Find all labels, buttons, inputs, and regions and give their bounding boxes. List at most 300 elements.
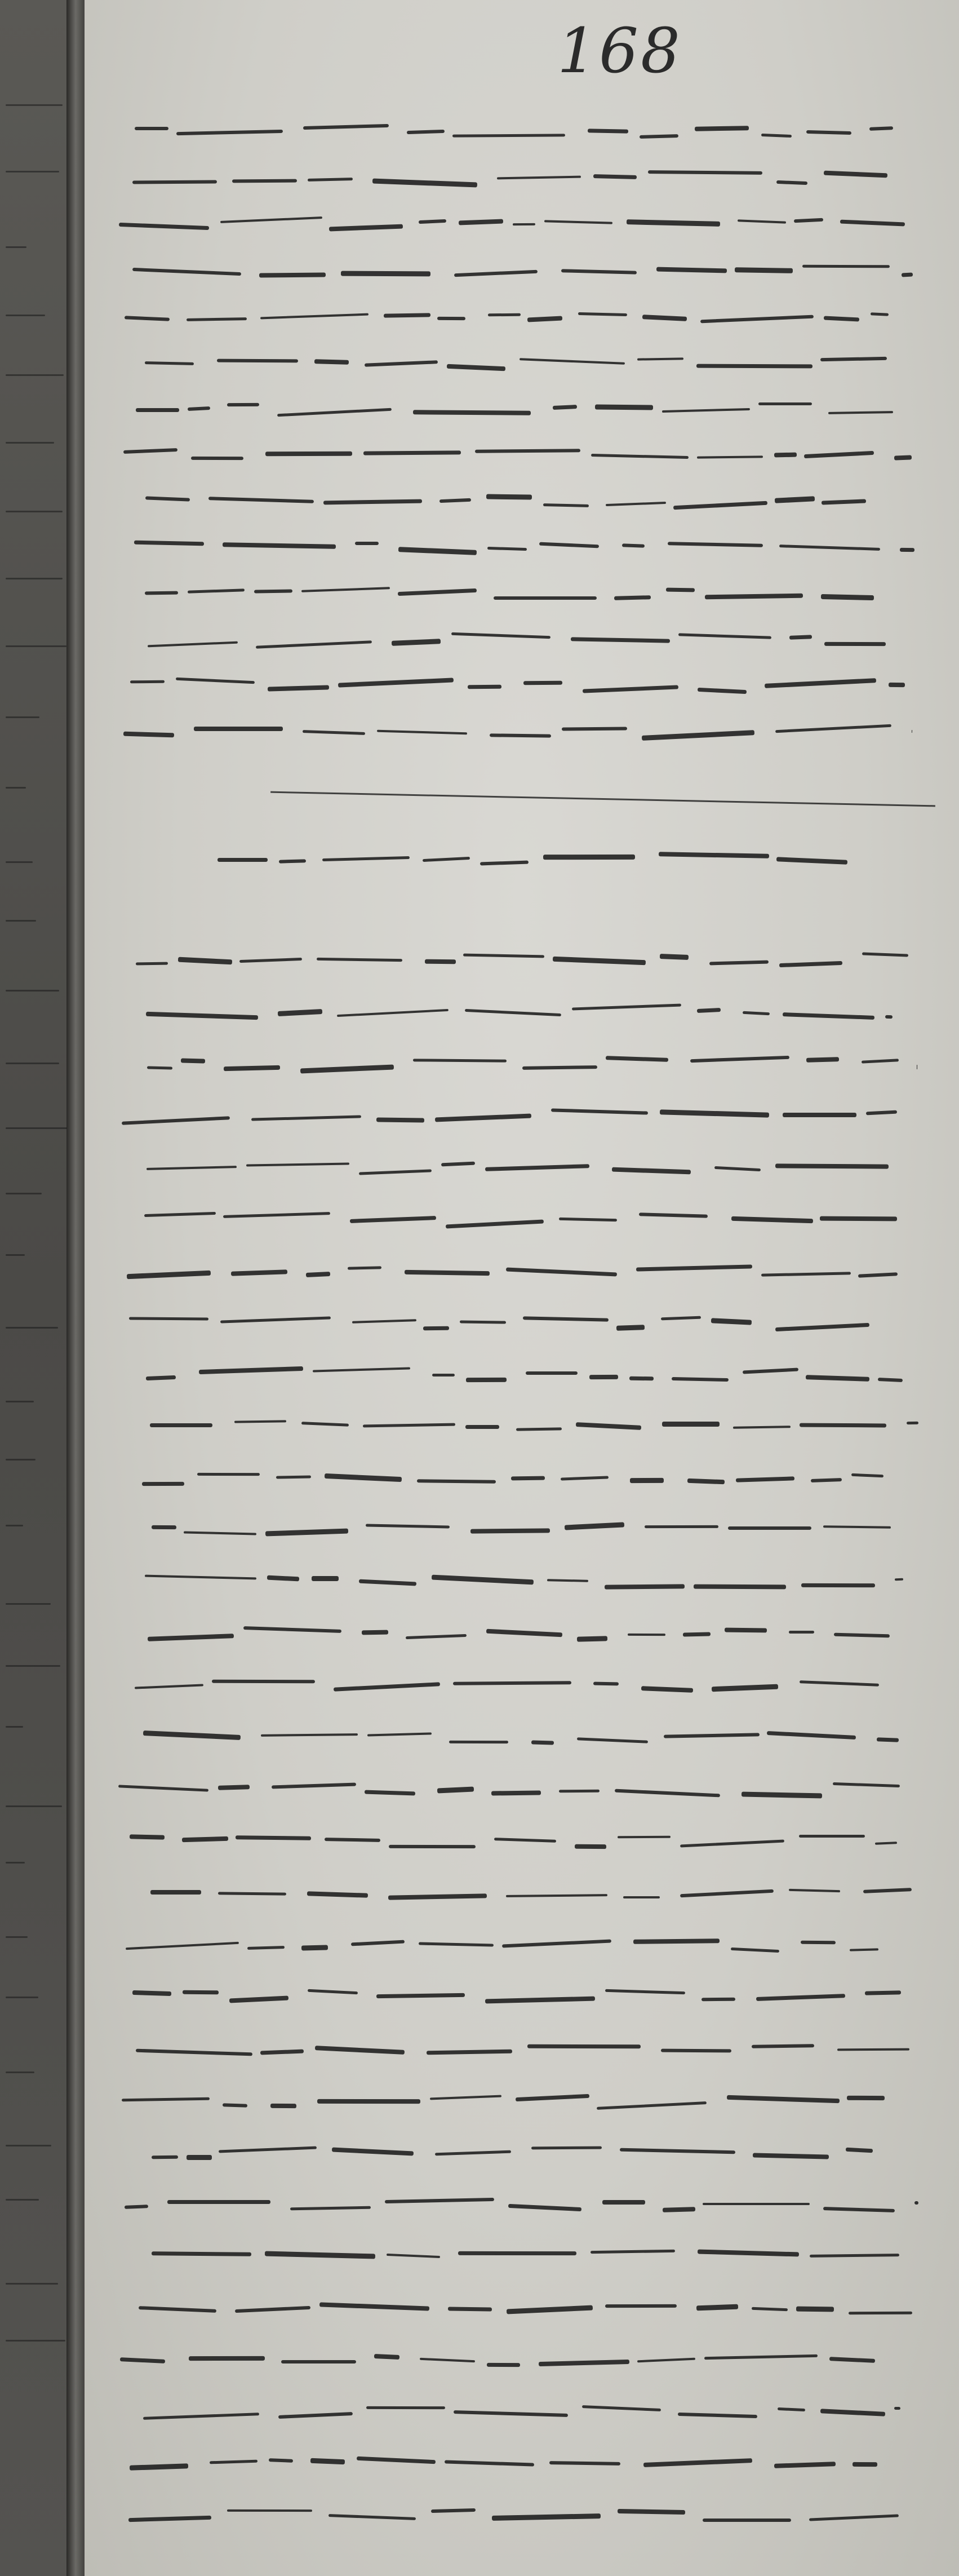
ink-stroke xyxy=(727,2095,840,2104)
ink-stroke xyxy=(643,2458,753,2467)
ink-stroke xyxy=(774,2462,836,2468)
ink-stroke xyxy=(306,1272,330,1277)
ink-stroke xyxy=(363,450,461,455)
ink-stroke xyxy=(338,678,454,687)
ink-stroke xyxy=(806,130,851,135)
ink-stroke xyxy=(264,2251,375,2259)
ink-stroke xyxy=(492,2513,601,2520)
ink-stroke xyxy=(661,2049,731,2053)
ink-stroke xyxy=(188,588,245,594)
ink-stroke xyxy=(376,1117,424,1122)
ink-stroke xyxy=(656,267,727,273)
handwritten-line xyxy=(85,1062,959,1065)
ink-stroke xyxy=(562,727,627,732)
ink-stroke xyxy=(136,962,168,965)
ink-stroke xyxy=(902,273,913,277)
ink-stroke xyxy=(413,410,531,415)
margin-ink-mark xyxy=(6,1193,42,1194)
ink-stroke xyxy=(181,1059,205,1064)
handwritten-line xyxy=(85,361,959,364)
ink-stroke xyxy=(765,678,876,688)
ink-stroke xyxy=(279,859,306,864)
ink-stroke xyxy=(605,1989,685,1994)
ink-stroke xyxy=(143,1730,241,1740)
ink-stroke xyxy=(227,402,259,406)
ink-stroke xyxy=(506,1267,617,1276)
ink-stroke xyxy=(576,1422,642,1430)
margin-ink-mark xyxy=(6,171,59,172)
handwritten-line xyxy=(85,2410,959,2414)
ink-stroke xyxy=(301,1422,349,1427)
ink-stroke xyxy=(731,1948,779,1953)
handwritten-line xyxy=(85,2151,959,2154)
ink-stroke xyxy=(802,265,890,268)
ink-stroke xyxy=(549,2461,620,2466)
ink-stroke xyxy=(419,1942,494,1947)
ink-stroke xyxy=(122,1116,230,1125)
ink-stroke xyxy=(865,1110,896,1116)
margin-ink-mark xyxy=(6,2145,51,2146)
ink-stroke xyxy=(366,2406,445,2410)
ink-stroke xyxy=(435,2150,511,2155)
ink-stroke xyxy=(236,1835,311,1840)
ink-stroke xyxy=(377,729,467,734)
handwritten-line xyxy=(85,315,959,318)
ink-stroke xyxy=(475,449,580,453)
ink-stroke xyxy=(441,1162,475,1166)
ink-stroke xyxy=(683,1632,711,1637)
ink-stroke xyxy=(846,2148,873,2153)
ink-stroke xyxy=(490,733,551,738)
ink-stroke xyxy=(629,1376,654,1381)
ink-stroke xyxy=(488,313,521,317)
ink-stroke xyxy=(277,408,392,416)
handwritten-line xyxy=(85,1736,959,1740)
ink-stroke xyxy=(454,2410,568,2417)
ink-stroke xyxy=(822,499,866,505)
ink-stroke xyxy=(350,1216,436,1223)
ink-stroke xyxy=(388,1893,487,1900)
ink-stroke xyxy=(132,1990,171,1996)
handwritten-line xyxy=(85,1788,959,1791)
ink-stroke xyxy=(704,2354,818,2360)
ink-stroke xyxy=(437,317,465,321)
ink-stroke xyxy=(303,124,389,130)
ink-stroke xyxy=(334,1683,440,1692)
ink-stroke xyxy=(914,2201,918,2205)
ink-stroke xyxy=(779,545,880,551)
margin-ink-mark xyxy=(6,2283,58,2285)
ink-stroke xyxy=(799,1835,865,1838)
margin-ink-mark xyxy=(6,104,63,106)
ink-stroke xyxy=(452,134,565,138)
handwritten-line xyxy=(85,958,959,962)
margin-ink-mark xyxy=(6,511,63,512)
ink-stroke xyxy=(187,2155,212,2160)
ink-stroke xyxy=(328,2514,416,2520)
ink-stroke xyxy=(523,1316,609,1321)
ink-stroke xyxy=(523,681,562,685)
ink-stroke xyxy=(593,174,637,179)
handwritten-line xyxy=(85,453,959,457)
ink-stroke xyxy=(849,2311,912,2314)
ink-stroke xyxy=(123,731,175,737)
ink-stroke xyxy=(152,2155,178,2159)
ink-stroke xyxy=(132,180,217,184)
margin-ink-mark xyxy=(6,787,26,789)
ink-stroke xyxy=(183,1990,219,1995)
margin-ink-mark xyxy=(6,1525,23,1526)
ink-stroke xyxy=(129,1835,164,1840)
ink-stroke xyxy=(862,1059,899,1064)
ink-stroke xyxy=(120,2357,165,2363)
ink-stroke xyxy=(446,364,505,370)
ink-stroke xyxy=(210,2460,257,2464)
ink-stroke xyxy=(605,1584,685,1590)
ink-stroke xyxy=(463,954,544,958)
ink-stroke xyxy=(269,2458,294,2463)
ink-stroke xyxy=(853,2462,877,2467)
ink-stroke xyxy=(738,220,786,224)
ink-stroke xyxy=(398,588,477,596)
ink-stroke xyxy=(543,855,635,860)
ink-stroke xyxy=(783,1113,856,1117)
ink-stroke xyxy=(863,1888,912,1893)
ink-stroke xyxy=(733,1426,791,1429)
ink-stroke xyxy=(660,1109,769,1117)
ink-stroke xyxy=(520,358,625,365)
ink-stroke xyxy=(531,1740,554,1745)
ink-stroke xyxy=(636,1265,752,1272)
ink-stroke xyxy=(753,2153,829,2159)
ink-stroke xyxy=(312,1576,339,1581)
ink-stroke xyxy=(622,543,645,547)
ink-stroke xyxy=(642,730,754,740)
ink-stroke xyxy=(459,219,503,225)
ink-stroke xyxy=(417,1479,496,1483)
ink-stroke xyxy=(323,499,422,505)
margin-ink-mark xyxy=(6,2072,34,2073)
handwritten-line xyxy=(85,638,959,641)
ink-stroke xyxy=(703,2519,791,2522)
ink-stroke xyxy=(128,1317,208,1321)
ink-stroke xyxy=(307,1892,368,1898)
margin-ink-mark xyxy=(6,2340,65,2342)
handwritten-line xyxy=(85,546,959,549)
ink-stroke xyxy=(466,1378,507,1382)
ink-stroke xyxy=(182,1836,228,1842)
ink-stroke xyxy=(329,224,403,232)
ink-stroke xyxy=(690,1056,789,1063)
ink-stroke xyxy=(516,2094,589,2101)
ink-stroke xyxy=(742,1791,823,1798)
ink-stroke xyxy=(789,635,813,640)
ink-stroke xyxy=(384,313,430,318)
ink-stroke xyxy=(756,1994,846,2000)
ink-stroke xyxy=(144,1212,216,1217)
ink-stroke xyxy=(278,1009,323,1016)
ink-stroke xyxy=(432,1575,534,1585)
ink-stroke xyxy=(235,2306,310,2313)
ink-stroke xyxy=(850,1948,878,1951)
ink-stroke xyxy=(789,1631,814,1634)
ink-stroke xyxy=(365,1790,415,1796)
ink-stroke xyxy=(145,361,194,365)
handwritten-line xyxy=(85,857,959,860)
ink-stroke xyxy=(276,1475,311,1479)
ink-stroke xyxy=(388,1845,475,1848)
ink-stroke xyxy=(406,1634,467,1640)
ink-stroke xyxy=(361,1630,388,1635)
ink-stroke xyxy=(251,1115,361,1121)
ink-stroke xyxy=(821,594,874,600)
ink-stroke xyxy=(630,1477,664,1482)
ink-stroke xyxy=(661,1316,702,1321)
ink-stroke xyxy=(223,1212,330,1218)
ink-stroke xyxy=(259,273,326,278)
ink-stroke xyxy=(118,1785,208,1792)
ink-stroke xyxy=(796,2307,834,2312)
ink-stroke xyxy=(301,1945,328,1951)
ink-stroke xyxy=(431,2508,476,2513)
ink-stroke xyxy=(672,1377,729,1382)
margin-ink-mark xyxy=(6,1726,23,1728)
ink-stroke xyxy=(223,2104,247,2108)
ink-stroke xyxy=(539,542,599,547)
ink-stroke xyxy=(223,543,336,550)
ink-stroke xyxy=(187,317,247,321)
margin-ink-mark xyxy=(6,1936,28,1938)
ink-stroke xyxy=(833,1782,900,1787)
ink-stroke xyxy=(571,637,670,643)
ink-stroke xyxy=(640,134,678,139)
ink-stroke xyxy=(664,1733,760,1738)
ink-stroke xyxy=(449,1741,508,1743)
ink-stroke xyxy=(491,1790,541,1795)
ink-stroke xyxy=(398,547,477,555)
ink-stroke xyxy=(315,2046,405,2055)
ink-stroke xyxy=(217,359,298,363)
ink-stroke xyxy=(695,126,749,131)
ink-stroke xyxy=(232,179,297,183)
margin-ink-mark xyxy=(6,1254,25,1256)
ink-stroke xyxy=(486,1629,562,1637)
ink-stroke xyxy=(820,1216,897,1221)
manuscript-page xyxy=(85,0,959,2576)
ink-stroke xyxy=(673,501,767,510)
ink-stroke xyxy=(385,2198,495,2204)
ink-stroke xyxy=(127,1271,211,1279)
ink-stroke xyxy=(789,1889,841,1893)
ink-stroke xyxy=(697,455,763,459)
ink-stroke xyxy=(775,1323,869,1332)
ink-stroke xyxy=(666,588,695,592)
margin-ink-mark xyxy=(6,1063,59,1064)
ink-stroke xyxy=(511,1476,545,1480)
ink-stroke xyxy=(527,2044,641,2049)
ink-stroke xyxy=(392,639,441,645)
ink-stroke xyxy=(278,2412,353,2419)
ink-stroke xyxy=(132,268,241,276)
ink-stroke xyxy=(578,312,628,316)
ink-stroke xyxy=(136,2049,252,2056)
ink-stroke xyxy=(662,1422,720,1427)
ink-stroke xyxy=(218,1892,287,1895)
ink-stroke xyxy=(588,129,628,133)
ink-stroke xyxy=(445,2460,534,2467)
ink-stroke xyxy=(265,452,352,456)
ink-stroke xyxy=(878,1378,903,1382)
ink-stroke xyxy=(265,1528,349,1536)
handwritten-line xyxy=(85,1114,959,1117)
ink-stroke xyxy=(735,268,793,274)
ink-stroke xyxy=(468,685,501,689)
ink-stroke xyxy=(858,1272,898,1278)
ink-stroke xyxy=(526,1371,578,1375)
ink-stroke xyxy=(553,957,646,965)
ink-stroke xyxy=(418,219,446,224)
ink-stroke xyxy=(776,857,847,864)
ink-stroke xyxy=(508,2204,581,2212)
ink-stroke xyxy=(834,1632,890,1637)
ink-stroke xyxy=(618,2509,685,2515)
ink-stroke xyxy=(301,587,389,592)
ink-stroke xyxy=(308,1989,358,1995)
handwritten-line xyxy=(85,1218,959,1221)
handwritten-line xyxy=(85,1477,959,1480)
ink-stroke xyxy=(894,1578,903,1581)
ink-stroke xyxy=(678,2413,757,2418)
ink-stroke xyxy=(439,498,471,503)
ink-stroke xyxy=(561,1476,609,1481)
ink-stroke xyxy=(725,1628,767,1633)
ink-stroke xyxy=(146,1166,237,1170)
ink-stroke xyxy=(126,1942,239,1950)
ink-stroke xyxy=(709,961,769,966)
ink-stroke xyxy=(869,126,893,131)
ink-stroke xyxy=(267,1575,299,1582)
ink-stroke xyxy=(261,1733,358,1737)
ink-stroke xyxy=(774,453,797,457)
ink-stroke xyxy=(357,2456,436,2464)
ink-stroke xyxy=(167,2200,270,2204)
ink-stroke xyxy=(742,1011,769,1015)
handwritten-line xyxy=(85,1632,959,1636)
ink-stroke xyxy=(405,1270,490,1276)
ink-stroke xyxy=(465,1009,561,1016)
ink-stroke xyxy=(494,596,597,600)
ink-stroke xyxy=(774,497,814,504)
ink-stroke xyxy=(894,2407,900,2410)
ink-stroke xyxy=(522,1065,597,1070)
ink-stroke xyxy=(435,1113,532,1122)
ink-stroke xyxy=(254,589,293,594)
ink-stroke xyxy=(544,220,612,224)
ink-stroke xyxy=(862,953,908,957)
margin-ink-mark xyxy=(6,1127,67,1129)
ink-stroke xyxy=(332,2148,414,2156)
ink-stroke xyxy=(125,316,170,321)
ink-stroke xyxy=(779,961,843,967)
ink-stroke xyxy=(804,451,874,458)
ink-stroke xyxy=(260,313,368,320)
ink-stroke xyxy=(128,2516,211,2522)
handwritten-line xyxy=(85,1269,959,1273)
ink-stroke xyxy=(458,2251,576,2255)
ink-stroke xyxy=(877,1737,899,1742)
handwritten-line xyxy=(85,2514,959,2517)
margin-ink-mark xyxy=(6,1665,60,1667)
ink-stroke xyxy=(894,455,912,460)
ink-stroke xyxy=(308,178,353,182)
ink-stroke xyxy=(423,857,470,862)
ink-stroke xyxy=(152,2251,251,2256)
ink-stroke xyxy=(697,1008,721,1013)
ink-stroke xyxy=(606,502,666,507)
ink-stroke xyxy=(367,1732,432,1736)
ink-stroke xyxy=(637,2358,696,2363)
handwritten-line xyxy=(85,130,959,133)
handwritten-line xyxy=(85,1995,959,1999)
ink-stroke xyxy=(696,2304,738,2310)
ink-stroke xyxy=(470,1528,550,1533)
ink-stroke xyxy=(648,170,762,175)
ink-stroke xyxy=(376,1993,465,1998)
ink-stroke xyxy=(188,406,210,411)
ink-stroke xyxy=(130,2463,189,2470)
ink-stroke xyxy=(341,271,431,276)
ink-stroke xyxy=(712,1684,778,1691)
ink-stroke xyxy=(752,2307,788,2312)
margin-ink-mark xyxy=(6,1327,58,1329)
ink-stroke xyxy=(776,180,807,185)
ink-stroke xyxy=(234,1420,286,1423)
ink-stroke xyxy=(602,2199,645,2204)
ink-stroke xyxy=(502,1940,611,1948)
ink-stroke xyxy=(487,547,527,551)
ink-stroke xyxy=(516,1428,562,1431)
ink-stroke xyxy=(871,312,889,316)
ink-stroke xyxy=(220,1316,331,1323)
ink-stroke xyxy=(627,219,720,226)
ink-stroke xyxy=(736,1476,794,1482)
ink-stroke xyxy=(337,1009,449,1017)
ink-stroke xyxy=(148,641,238,647)
handwritten-line xyxy=(85,1840,959,1843)
ink-stroke xyxy=(662,408,750,413)
margin-ink-mark xyxy=(6,645,66,647)
ink-stroke xyxy=(430,2095,501,2100)
ink-stroke xyxy=(810,2254,899,2258)
ink-stroke xyxy=(761,1272,851,1276)
ink-stroke xyxy=(703,2203,810,2205)
ink-stroke xyxy=(145,1575,256,1580)
ink-stroke xyxy=(687,1478,725,1484)
ink-stroke xyxy=(135,1684,203,1689)
ink-stroke xyxy=(147,1066,172,1069)
ink-stroke xyxy=(145,497,190,502)
ink-stroke xyxy=(359,1169,432,1175)
ink-stroke xyxy=(593,1681,618,1685)
ink-stroke xyxy=(783,1012,874,1020)
margin-ink-mark xyxy=(6,990,59,992)
ink-stroke xyxy=(194,727,283,731)
ink-stroke xyxy=(407,130,445,135)
margin-ink-mark xyxy=(6,578,63,579)
ink-stroke xyxy=(480,861,529,866)
ink-stroke xyxy=(606,1056,668,1062)
ink-stroke xyxy=(219,2146,317,2152)
